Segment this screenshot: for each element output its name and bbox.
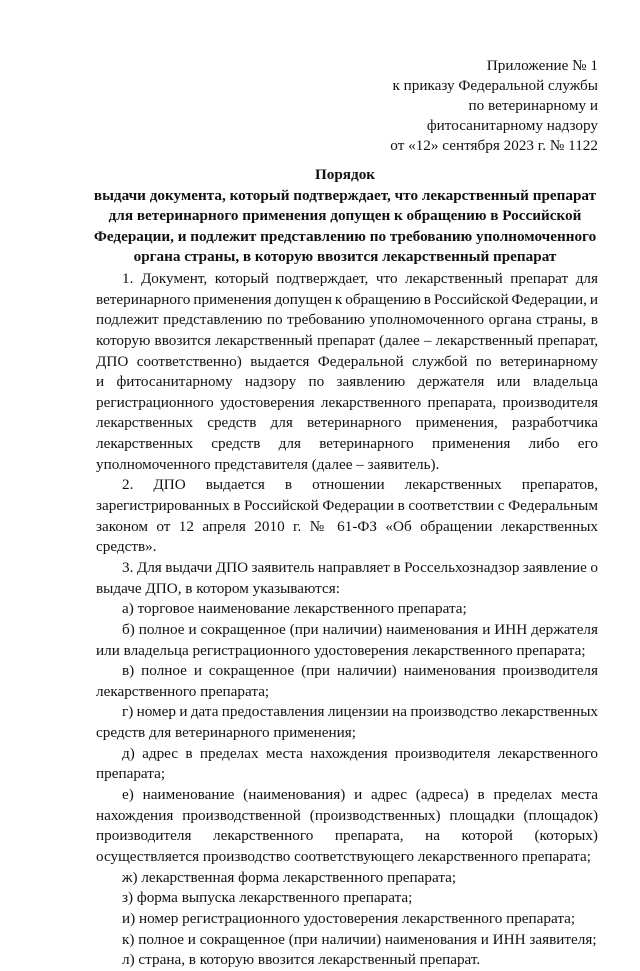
text-line: законом от 12 апреля 2010 г. № 61-ФЗ «Об обращении лекарственных [96,517,598,535]
appendix-line: по ветеринарному и [468,97,598,114]
text-line: а) торговое наименование лекарственного препарата; [122,600,467,618]
list-item-i [96,909,598,930]
list-item-l [96,950,598,971]
paragraph-1 [96,269,598,475]
appendix-line: Приложение № 1 [486,57,598,74]
text-line: нахождения производственной (производственных) площадки (площадок) [96,806,598,824]
text-line: которую ввозится лекарственный препарат (далее – лекарственный препарат, [96,331,598,349]
text-line: г) номер и дата предоставления лицензии на производство лекарственных [122,703,598,721]
text-line: 1. Документ, который подтверждает, что лекарственный препарат для [122,270,598,287]
text-line: средств». [96,538,157,556]
text-line: ветеринарного применения допущен к обращению в Российской Федерации, и [96,290,598,308]
text-line: средств для ветеринарного применения; [96,724,356,742]
list-item-z [96,888,598,909]
title-line: для ветеринарного применения допущен к обращению в Российской [108,207,582,225]
title-line: выдачи документа, который подтверждает, что лекарственный препарат [93,186,597,204]
paragraph-3 [96,558,598,599]
list-item-v [96,661,598,702]
text-line: выдаче ДПО, в котором указываются: [96,579,340,597]
text-line: регистрационного удостоверения лекарственного препарата, производителя [96,393,598,411]
text-line: производителя лекарственного препарата, на которой (которых) [96,827,598,845]
document-title [88,165,602,268]
title-line: органа страны, в которую ввозится лекарственный препарат [133,248,557,266]
text-line: ДПО соответственно) выдается Федеральной службой по ветеринарному [96,352,598,370]
text-line: и) номер регистрационного удостоверения лекарственного препарата; [122,909,576,927]
title-line: Федерации, и подлежит представлению по требованию уполномоченного [93,227,597,245]
text-line: лекарственного препарата; [96,682,270,700]
list-item-a [96,599,598,620]
text-line: препарата; [96,765,166,783]
text-line: б) полное и сокращенное (при наличии) наименования и ИНН держателя [122,620,598,638]
text-line: осуществляется производство соответствующего лекарственного препарата; [96,847,591,865]
text-line: 2. ДПО выдается в отношении лекарственных препаратов, [122,476,598,494]
text-line: лекарственных средств для ветеринарного применения, разработчика [96,414,598,432]
text-line: 3. Для выдачи ДПО заявитель направляет в Россельхознадзор заявление о [122,558,598,576]
list-item-e [96,785,598,868]
text-line: или владельца регистрационного удостоверения лекарственного препарата; [96,641,586,659]
title-line: Порядок [314,166,376,183]
text-line: зарегистрированных в Российской Федерации в соответствии с Федеральным [96,497,598,515]
text-line: е) наименование (наименования) и адрес (адреса) в пределах места [122,786,598,804]
text-line: з) форма выпуска лекарственного препарата; [122,889,413,907]
paragraph-2 [96,475,598,558]
appendix-line: от «12» сентября 2023 г. № 1122 [390,137,598,154]
list-item-b [96,620,598,661]
appendix-line: фитосанитарному надзору [426,117,598,134]
text-line: л) страна, в которую ввозится лекарственный препарат. [122,951,481,969]
list-item-k [96,930,598,951]
text-line: в) полное и сокращенное (при наличии) наименования производителя [122,662,598,680]
text-line: уполномоченного представителя (далее – заявитель). [96,455,440,473]
text-line: ж) лекарственная форма лекарственного препарата; [122,868,457,886]
list-item-d [96,744,598,785]
appendix-line: к приказу Федеральной службы [392,77,598,94]
list-item-zh [96,868,598,889]
text-line: к) полное и сокращенное (при наличии) наименования и ИНН заявителя; [122,930,597,948]
text-line: д) адрес в пределах места нахождения производителя лекарственного [122,744,598,762]
text-line: лекарственных средств для ветеринарного применения либо его [96,435,598,453]
document-body [96,269,598,971]
text-line: подлежит представлению по требованию уполномоченного органа страны, в [96,311,598,329]
list-item-g [96,702,598,743]
appendix-header [390,56,598,156]
text-line: и фитосанитарному надзору по заявлению держателя или владельца [96,373,598,391]
